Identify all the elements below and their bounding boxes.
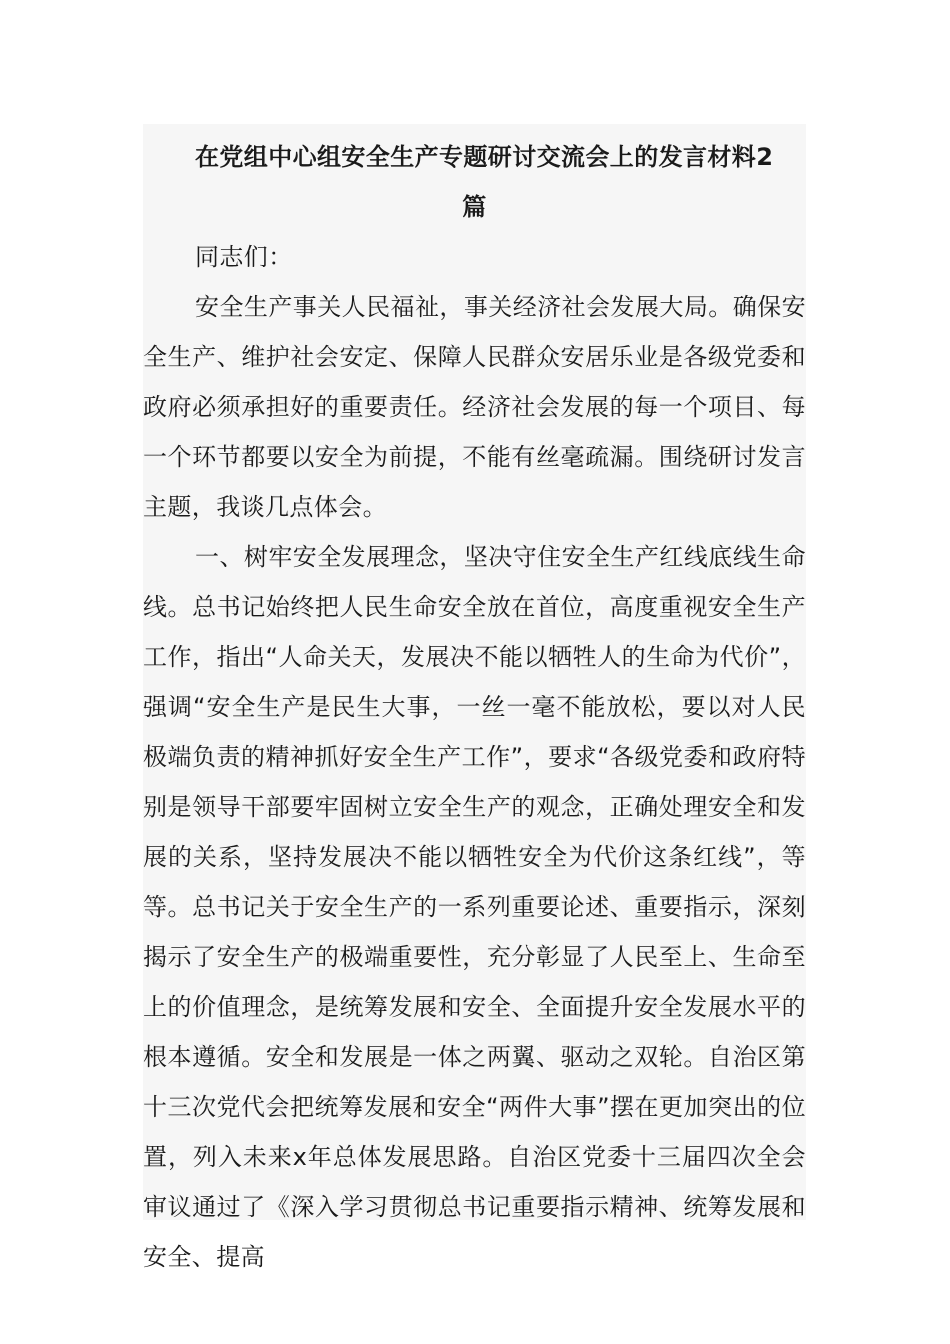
document-title — [143, 124, 806, 232]
salutation-paragraph: 同志们： — [195, 243, 293, 271]
document-page — [143, 124, 806, 1271]
intro-paragraph: 安全生产事关人民福祉，事关经济社会发展大局。确保安全生产、维护社会安定、保障人民群众安居乐业是各级党委和政府必须承担好的重要责任。经济社会发展的每一个项目、每一个环节都要以安全为前提，不能有丝毫疏漏。围绕研讨发言主题，我谈几点体会。 — [143, 293, 806, 521]
document-title-tail: 篇 — [462, 193, 487, 221]
section-one-paragraph: 一、树牢安全发展理念，坚决守住安全生产红线底线生命线。总书记始终把人民生命安全放在首位，高度重视安全生产工作，指出“人命关天，发展决不能以牺牲人的生命为代价”，强调“安全生产是民生大事，一丝一毫不能放松，要以对人民极端负责的精神抓好安全生产工作”，要求“各级党委和政府特别是领导干部要牢固树立安全生产的观念，正确处理安全和发展的关系，坚持发展决不能以牺牲安全为代价这条红线”，等等。总书记关于安全生产的一系列重要论述、重要指示，深刻揭示了安全生产的极端重要性，充分彰显了人民至上、生命至上的价值理念，是统筹发展和安全、全面提升安全发展水平的根本遵循。安全和发展是一体之两翼、驱动之双轮。自治区第十三次党代会把统筹发展和安全“两件大事”摆在更加突出的位置，列入未来x年总体发展思路。自治区党委十三届四次全会审议通过了《深入学习贯彻总书记重要指示精神、统筹发展和安全、提高 — [143, 543, 806, 1271]
document-title-main: 在党组中心组安全生产专题研讨交流会上的发言材料2 — [195, 143, 774, 171]
